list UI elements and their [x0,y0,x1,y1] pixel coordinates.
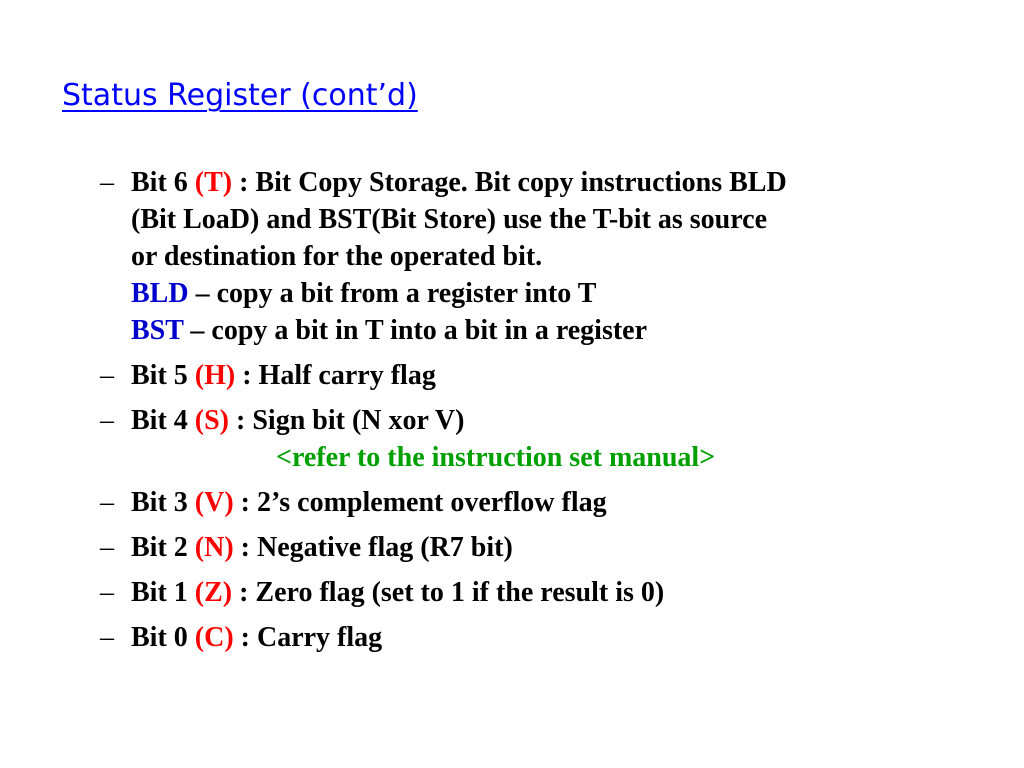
bullet-line: or destination for the operated bit. [131,241,543,272]
bullet-bit-1 [100,574,1000,611]
bst-description: – copy a bit in T into a bit in a register [183,315,648,346]
page-title: Status Register (cont’d) [62,78,418,113]
bullet-text: : Carry flag [233,622,383,653]
flag-letter: (H) [194,360,236,391]
bullet-text: : Half carry flag [235,360,436,391]
dash-marker: – [100,167,114,198]
bullet-text: : Negative flag (R7 bit) [233,532,513,563]
bst-line [131,312,1000,349]
dash-marker: – [100,622,114,653]
bullet-line: (Bit LoaD) and BST(Bit Store) use the T-bit as source [131,204,768,235]
dash-marker: – [100,405,114,436]
flag-letter: (C) [194,622,234,653]
bld-line [131,275,1000,312]
bullet-text: : Sign bit (N xor V) [229,405,465,436]
bit-label: Bit 3 [131,487,195,518]
dash-marker: – [100,577,114,608]
bullet-text: : Bit Copy Storage. Bit copy instructions BLD [232,167,787,198]
bullet-text: : 2’s complement overflow flag [233,487,607,518]
bullet-bit-6 [100,164,1000,349]
bst-keyword: BST [131,315,184,346]
bit-label: Bit 0 [131,622,195,653]
bit-label: Bit 4 [131,405,195,436]
flag-letter: (V) [194,487,234,518]
dash-marker: – [100,360,114,391]
bit-label: Bit 2 [131,532,195,563]
bullet-list [100,164,1000,664]
flag-letter: (T) [194,167,233,198]
bld-description: – copy a bit from a register into T [188,278,597,309]
bullet-text: : Zero flag (set to 1 if the result is 0) [232,577,665,608]
bullet-line [131,164,1000,201]
flag-letter: (N) [194,532,234,563]
bullet-bit-5 [100,357,1000,394]
bit-label: Bit 1 [131,577,195,608]
dash-marker: – [100,532,114,563]
flag-letter: (S) [194,405,230,436]
bullet-bit-0 [100,619,1000,656]
flag-letter: (Z) [194,577,233,608]
bullet-bit-2 [100,529,1000,566]
manual-reference-note: <refer to the instruction set manual> [276,442,716,473]
bit-label: Bit 6 [131,167,195,198]
bit-label: Bit 5 [131,360,195,391]
bullet-bit-4 [100,402,1000,476]
bullet-line [131,402,1000,439]
bld-keyword: BLD [131,278,189,309]
bullet-bit-3 [100,484,1000,521]
dash-marker: – [100,487,114,518]
